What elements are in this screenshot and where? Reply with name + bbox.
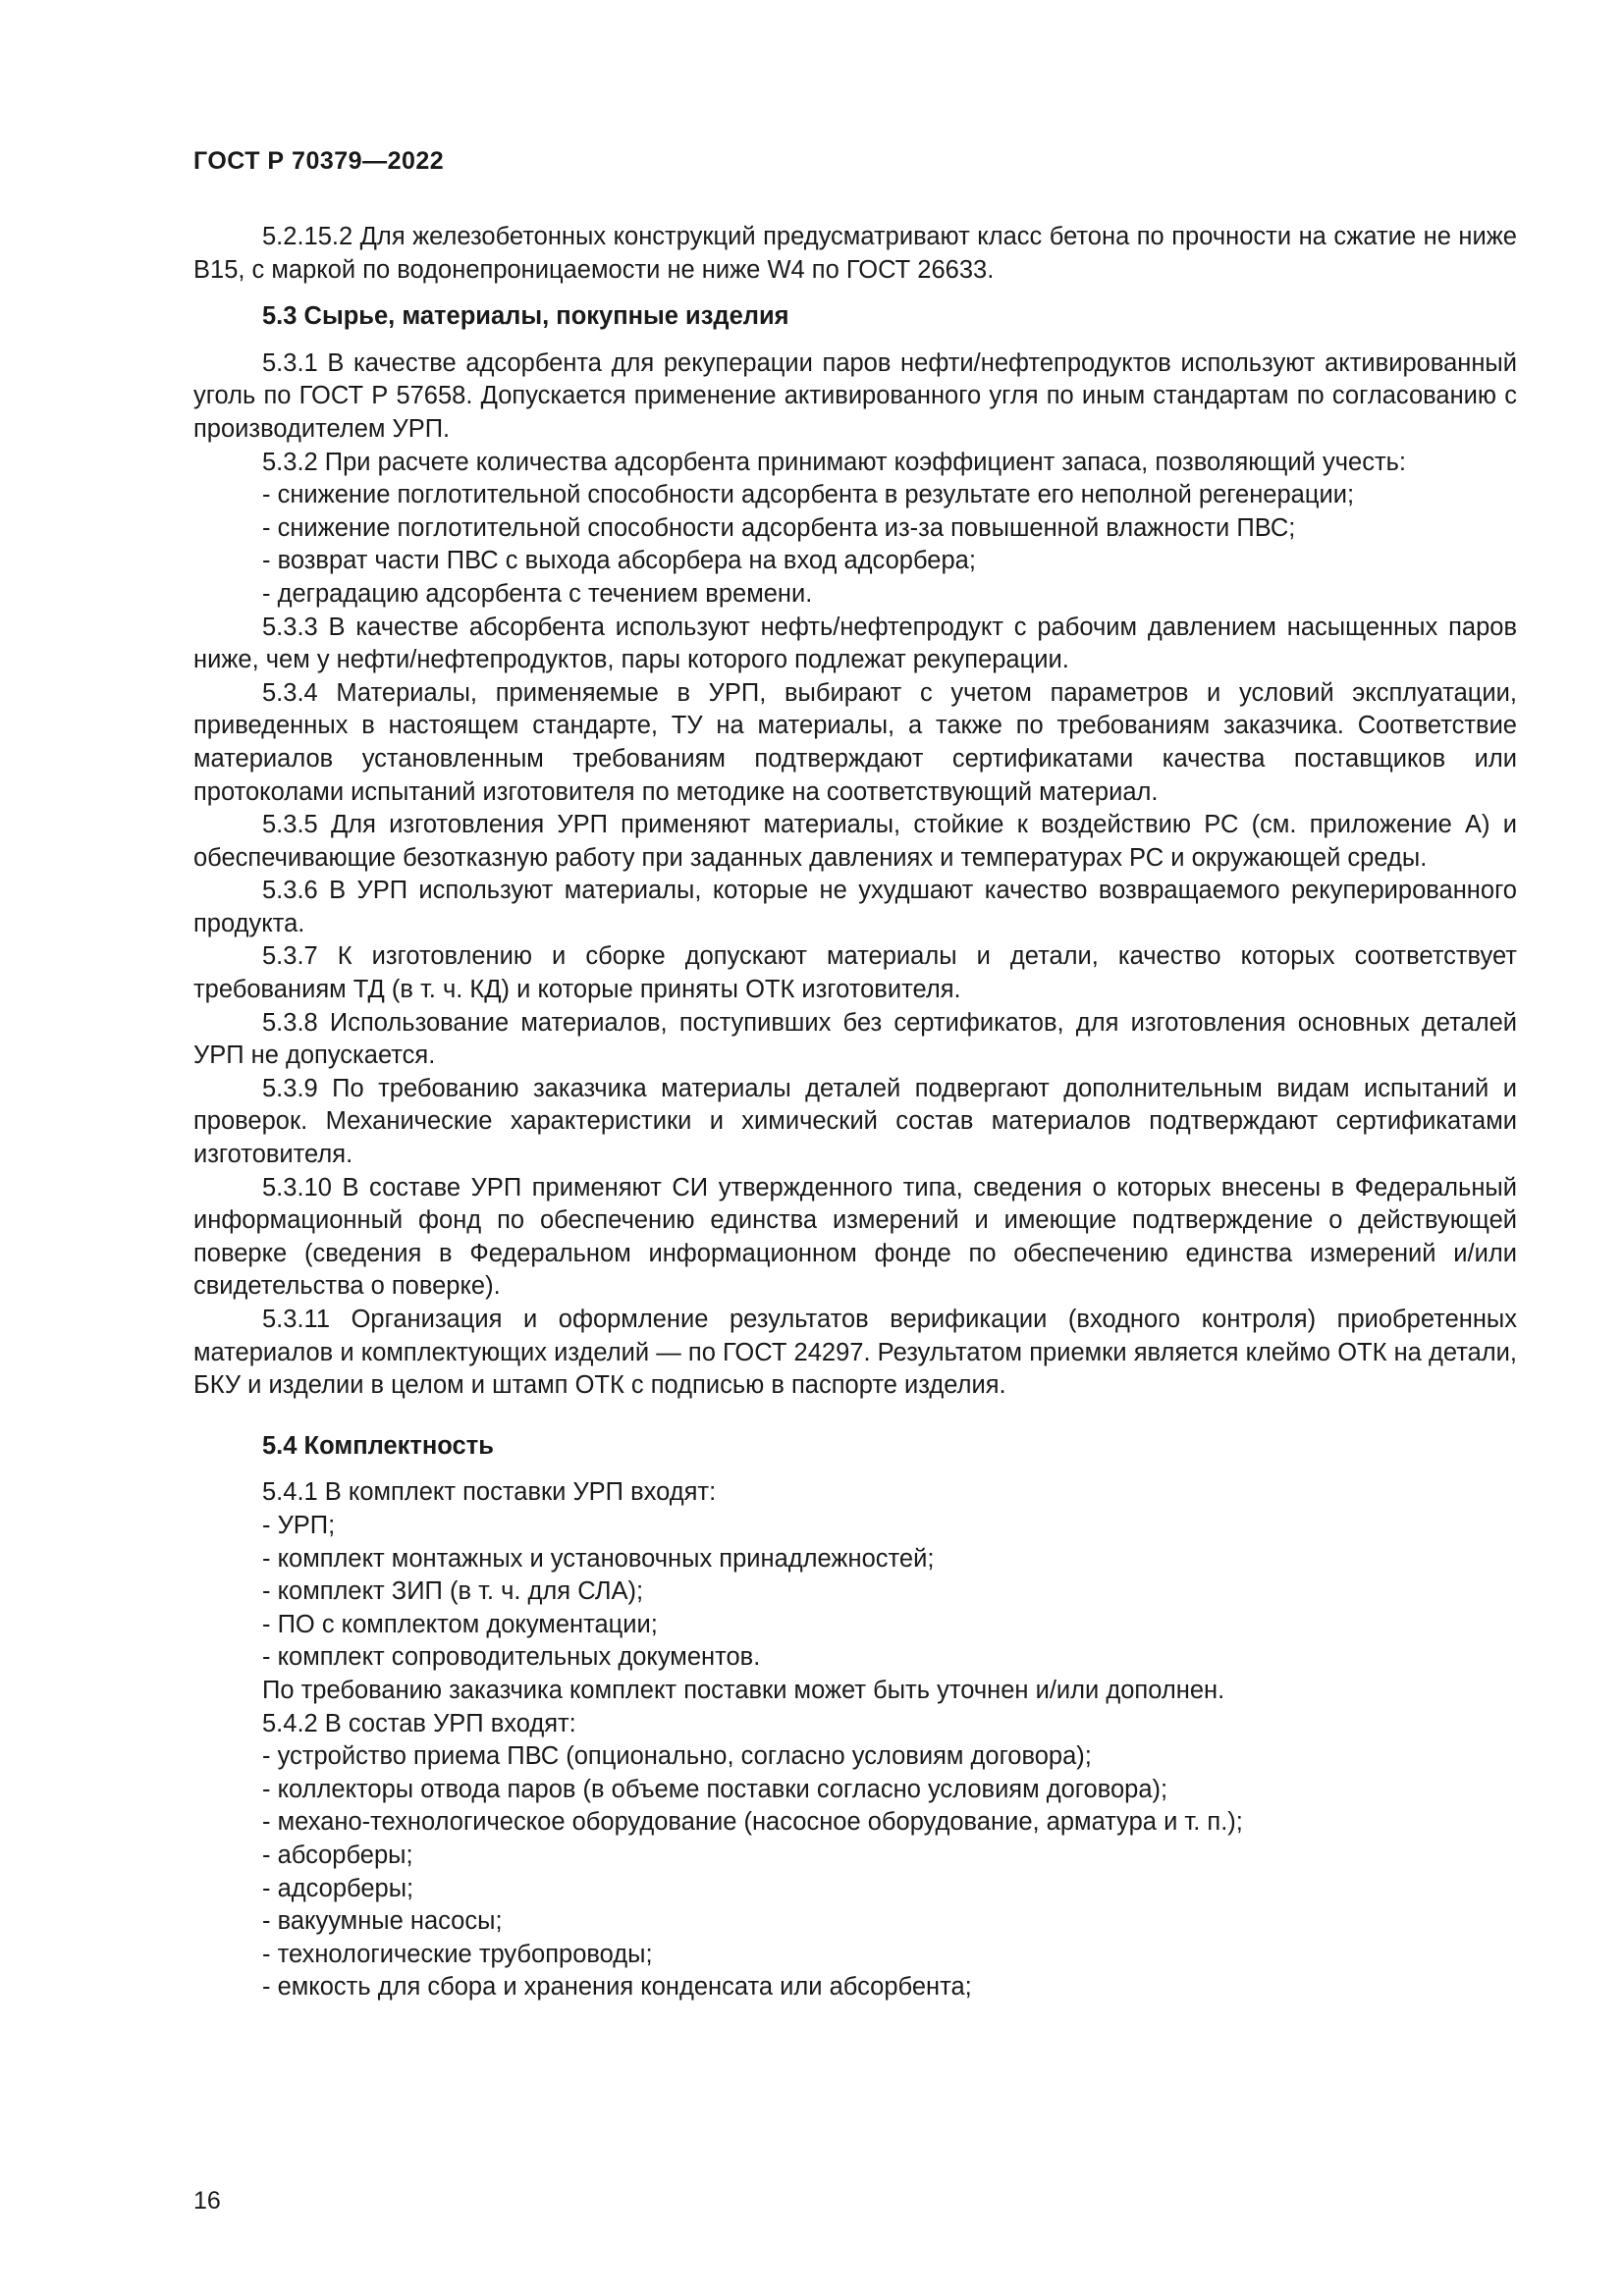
document-body xyxy=(193,221,1517,2004)
list-item: - возврат части ПВС с выхода абсорбера на вход адсорбера; xyxy=(193,545,1517,578)
paragraph: 5.4.1 В комплект поставки УРП входят: xyxy=(262,1478,717,1507)
section-heading: 5.4 Комплектность xyxy=(262,1431,494,1460)
list-item: - комплект монтажных и установочных принадлежностей; xyxy=(193,1543,1517,1576)
paragraph: 5.3.6 В УРП используют материалы, которые не ухудшают качество возвращаемого рекуперированного продукта. xyxy=(193,877,1517,937)
list-item: - адсорберы; xyxy=(193,1873,1517,1906)
list-item: - УРП; xyxy=(193,1510,1517,1543)
list-item: - коллекторы отвода паров (в объеме поставки согласно условиям договора); xyxy=(193,1774,1517,1807)
paragraph: 5.3.5 Для изготовления УРП применяют материалы, стойкие к воздействию РС (см. приложение А) и обеспечивающие безотказную работу при заданных давлениях и температурах РС и окружающей среды. xyxy=(193,811,1517,872)
list-item: - вакуумные насосы; xyxy=(193,1905,1517,1939)
paragraph: 5.3.10 В составе УРП применяют СИ утвержденного типа, сведения о которых внесены в Федеральный информационный фонд по обеспечению единства измерений и имеющие подтверждение о действующей поверке (сведения в Федеральном информационном фонде по обеспечению единства измерений и/или свидетельства о поверке). xyxy=(193,1173,1517,1301)
section-heading: 5.3 Сырье, материалы, покупные изделия xyxy=(262,302,789,331)
paragraph: 5.3.7 К изготовлению и сборке допускают материалы и детали, качество которых соответствует требованиям ТД (в т. ч. КД) и которые приняты ОТК изготовителя. xyxy=(193,942,1517,1004)
paragraph: 5.3.3 В качестве абсорбента используют нефть/нефтепродукт с рабочим давлением насыщенных паров ниже, чем у нефти/нефтепродуктов, пары которого подлежат рекуперации. xyxy=(193,613,1517,674)
list-item: - ПО с комплектом документации; xyxy=(193,1609,1517,1642)
list-item: - абсорберы; xyxy=(193,1840,1517,1873)
paragraph: 5.3.2 При расчете количества адсорбента принимают коэффициент запаса, позволяющий учесть: xyxy=(262,448,1407,476)
page-number: 16 xyxy=(193,2187,221,2215)
paragraph: 5.3.1 В качестве адсорбента для рекуперации паров нефти/нефтепродуктов используют активированный уголь по ГОСТ Р 57658. Допускается применение активированного угля по иным стандартам по согласованию с производителем УРП. xyxy=(193,348,1517,443)
paragraph: 5.3.4 Материалы, применяемые в УРП, выбирают с учетом параметров и условий эксплуатации, приведенных в настоящем стандарте, ТУ на материалы, а также по требованиям заказчика. Соответствие материалов установленным требованиям подтверждают сертификатами качества поставщиков или протоколами испытаний изготовителя по методике на соответствующий материал. xyxy=(193,678,1517,806)
paragraph: По требованию заказчика комплект поставки может быть уточнен и/или дополнен. xyxy=(262,1676,1225,1704)
list-item: - снижение поглотительной способности адсорбента из-за повышенной влажности ПВС; xyxy=(193,512,1517,546)
list-item: - емкость для сбора и хранения конденсата или абсорбента; xyxy=(193,1971,1517,2004)
paragraph: 5.4.2 В состав УРП входят: xyxy=(262,1709,576,1737)
paragraph: 5.3.8 Использование материалов, поступивших без сертификатов, для изготовления основных деталей УРП не допускается. xyxy=(193,1008,1517,1070)
paragraph: 5.3.11 Организация и оформление результатов верификации (входного контроля) приобретенных материалов и комплектующих изделий — по ГОСТ 24297. Результатом приемки является клеймо ОТК на детали, БКУ и изделии в целом и штамп ОТК с подписью в паспорте изделия. xyxy=(193,1306,1517,1400)
bullet-list xyxy=(193,1510,1517,1675)
list-item: - деградацию адсорбента с течением времени. xyxy=(193,578,1517,612)
list-item: - технологические трубопроводы; xyxy=(193,1939,1517,1972)
document-header: ГОСТ Р 70379—2022 xyxy=(193,147,445,175)
list-item: - снижение поглотительной способности адсорбента в результате его неполной регенерации; xyxy=(193,479,1517,512)
list-item: - устройство приема ПВС (опционально, согласно условиям договора); xyxy=(193,1740,1517,1774)
paragraph: 5.2.15.2 Для железобетонных конструкций предусматривают класс бетона по прочности на сжатие не ниже В15, с маркой по водонепроницаемости не ниже W4 по ГОСТ 26633. xyxy=(193,223,1517,284)
list-item: - комплект сопроводительных документов. xyxy=(193,1641,1517,1675)
list-item: - механо-технологическое оборудование (насосное оборудование, арматура и т. п.); xyxy=(193,1806,1517,1840)
list-item: - комплект ЗИП (в т. ч. для СЛА); xyxy=(193,1575,1517,1609)
bullet-list xyxy=(193,479,1517,611)
paragraph: 5.3.9 По требованию заказчика материалы деталей подвергают дополнительным видам испытаний и проверок. Механические характеристики и химический состав материалов подтверждают сертификатами изготовителя. xyxy=(193,1074,1517,1169)
bullet-list xyxy=(193,1740,1517,2004)
